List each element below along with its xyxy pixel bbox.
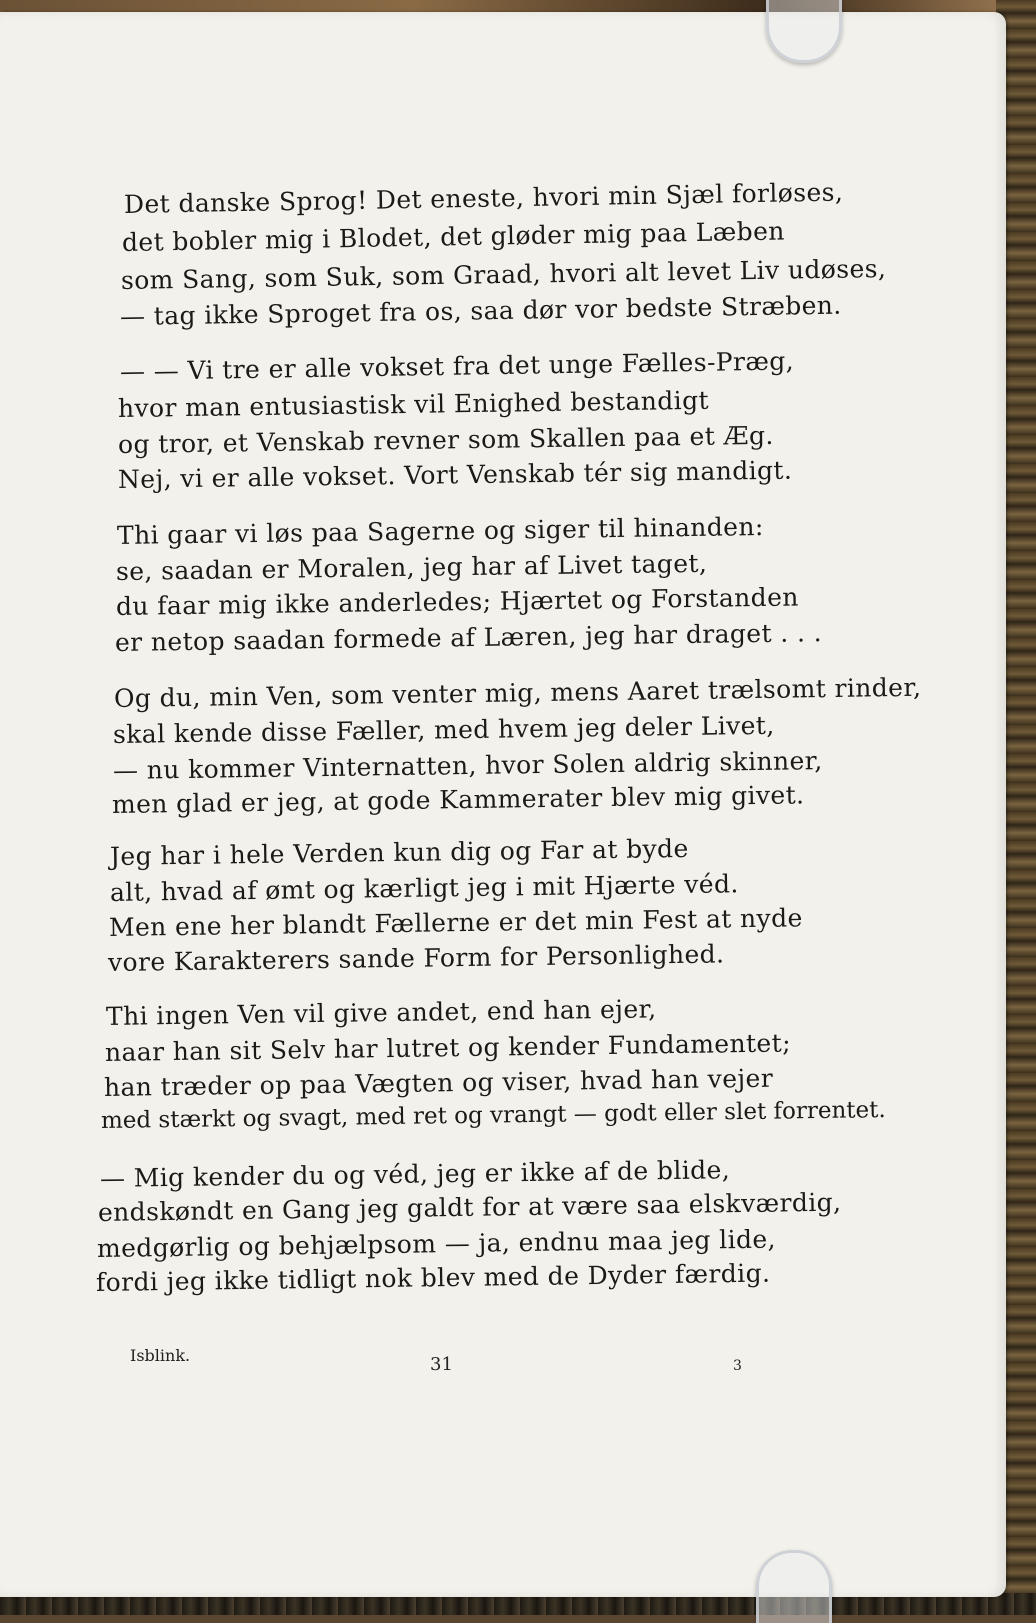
- verse-line: Thi ingen Ven vil give andet, end han ejer,: [105, 994, 657, 1031]
- verse-line: — nu kommer Vinternatten, hvor Solen aldrig skinner,: [112, 746, 823, 785]
- verse-line: — — Vi tre er alle vokset fra det unge Fælles-Præg,: [119, 346, 795, 386]
- verse-line: og tror, et Venskab revner som Skallen paa et Æg.: [117, 420, 774, 459]
- verse-line: Jeg har i hele Verden kun dig og Far at byde: [109, 833, 689, 871]
- verse-line: som Sang, som Suk, som Graad, hvori alt levet Liv udøses,: [120, 253, 887, 295]
- verse-line: med stærkt og svagt, med ret og vrangt — godt eller slet forrentet.: [100, 1097, 886, 1134]
- verse-line: medgørlig og behjælpsom — ja, endnu maa jeg lide,: [96, 1224, 777, 1263]
- verse-line: naar han sit Selv har lutret og kender Fundamentet;: [104, 1028, 792, 1067]
- verse-line: Nej, vi er alle vokset. Vort Venskab tér sig mandigt.: [117, 455, 793, 494]
- verse-line: men glad er jeg, at gode Kammerater blev mig givet.: [111, 780, 805, 819]
- verse-line: — Mig kender du og véd, jeg er ikke af de blide,: [99, 1155, 731, 1193]
- verse-line: se, saadan er Moralen, jeg har af Livet taget,: [115, 548, 708, 586]
- verse-line: Thi gaar vi løs paa Sagerne og siger til hinanden:: [116, 511, 764, 550]
- verse-line: Det danske Sprog! Det eneste, hvori min Sjæl forløses,: [123, 177, 844, 219]
- clip-bottom: [756, 1550, 832, 1623]
- verse-line: er netop saadan formede af Læren, jeg har draget . . .: [114, 618, 823, 657]
- verse-line: det bobler mig i Blodet, det gløder mig paa Læben: [121, 216, 785, 257]
- verse-line: alt, hvad af ømt og kærligt jeg i mit Hjærte véd.: [109, 869, 739, 907]
- verse-line: — tag ikke Sproget fra os, saa dør vor bedste Stræben.: [119, 290, 842, 331]
- page-number: 31: [430, 1354, 453, 1375]
- verse-line: Og du, min Ven, som venter mig, mens Aaret trælsomt rinder,: [113, 672, 922, 713]
- verse-line: hvor man entusiastisk vil Enighed bestandigt: [117, 385, 710, 423]
- verse-line: Men ene her blandt Fællerne er det min Fest at nyde: [108, 903, 803, 942]
- verse-line: fordi jeg ikke tidligt nok blev med de Dyder færdig.: [95, 1258, 771, 1297]
- sheet-mark: 3: [733, 1358, 742, 1374]
- book-page: [0, 12, 1006, 1597]
- verse-line: han træder op paa Vægten og viser, hvad han vejer: [103, 1063, 774, 1102]
- verse-line: vore Karakterers sande Form for Personlighed.: [107, 939, 725, 977]
- verse-line: skal kende disse Fæller, med hvem jeg deler Livet,: [112, 710, 775, 749]
- verse-line: endskøndt en Gang jeg galdt for at være saa elskværdig,: [97, 1187, 842, 1227]
- verse-line: du faar mig ikke anderledes; Hjærtet og Forstanden: [115, 582, 799, 621]
- signature-mark: Isblink.: [130, 1346, 191, 1365]
